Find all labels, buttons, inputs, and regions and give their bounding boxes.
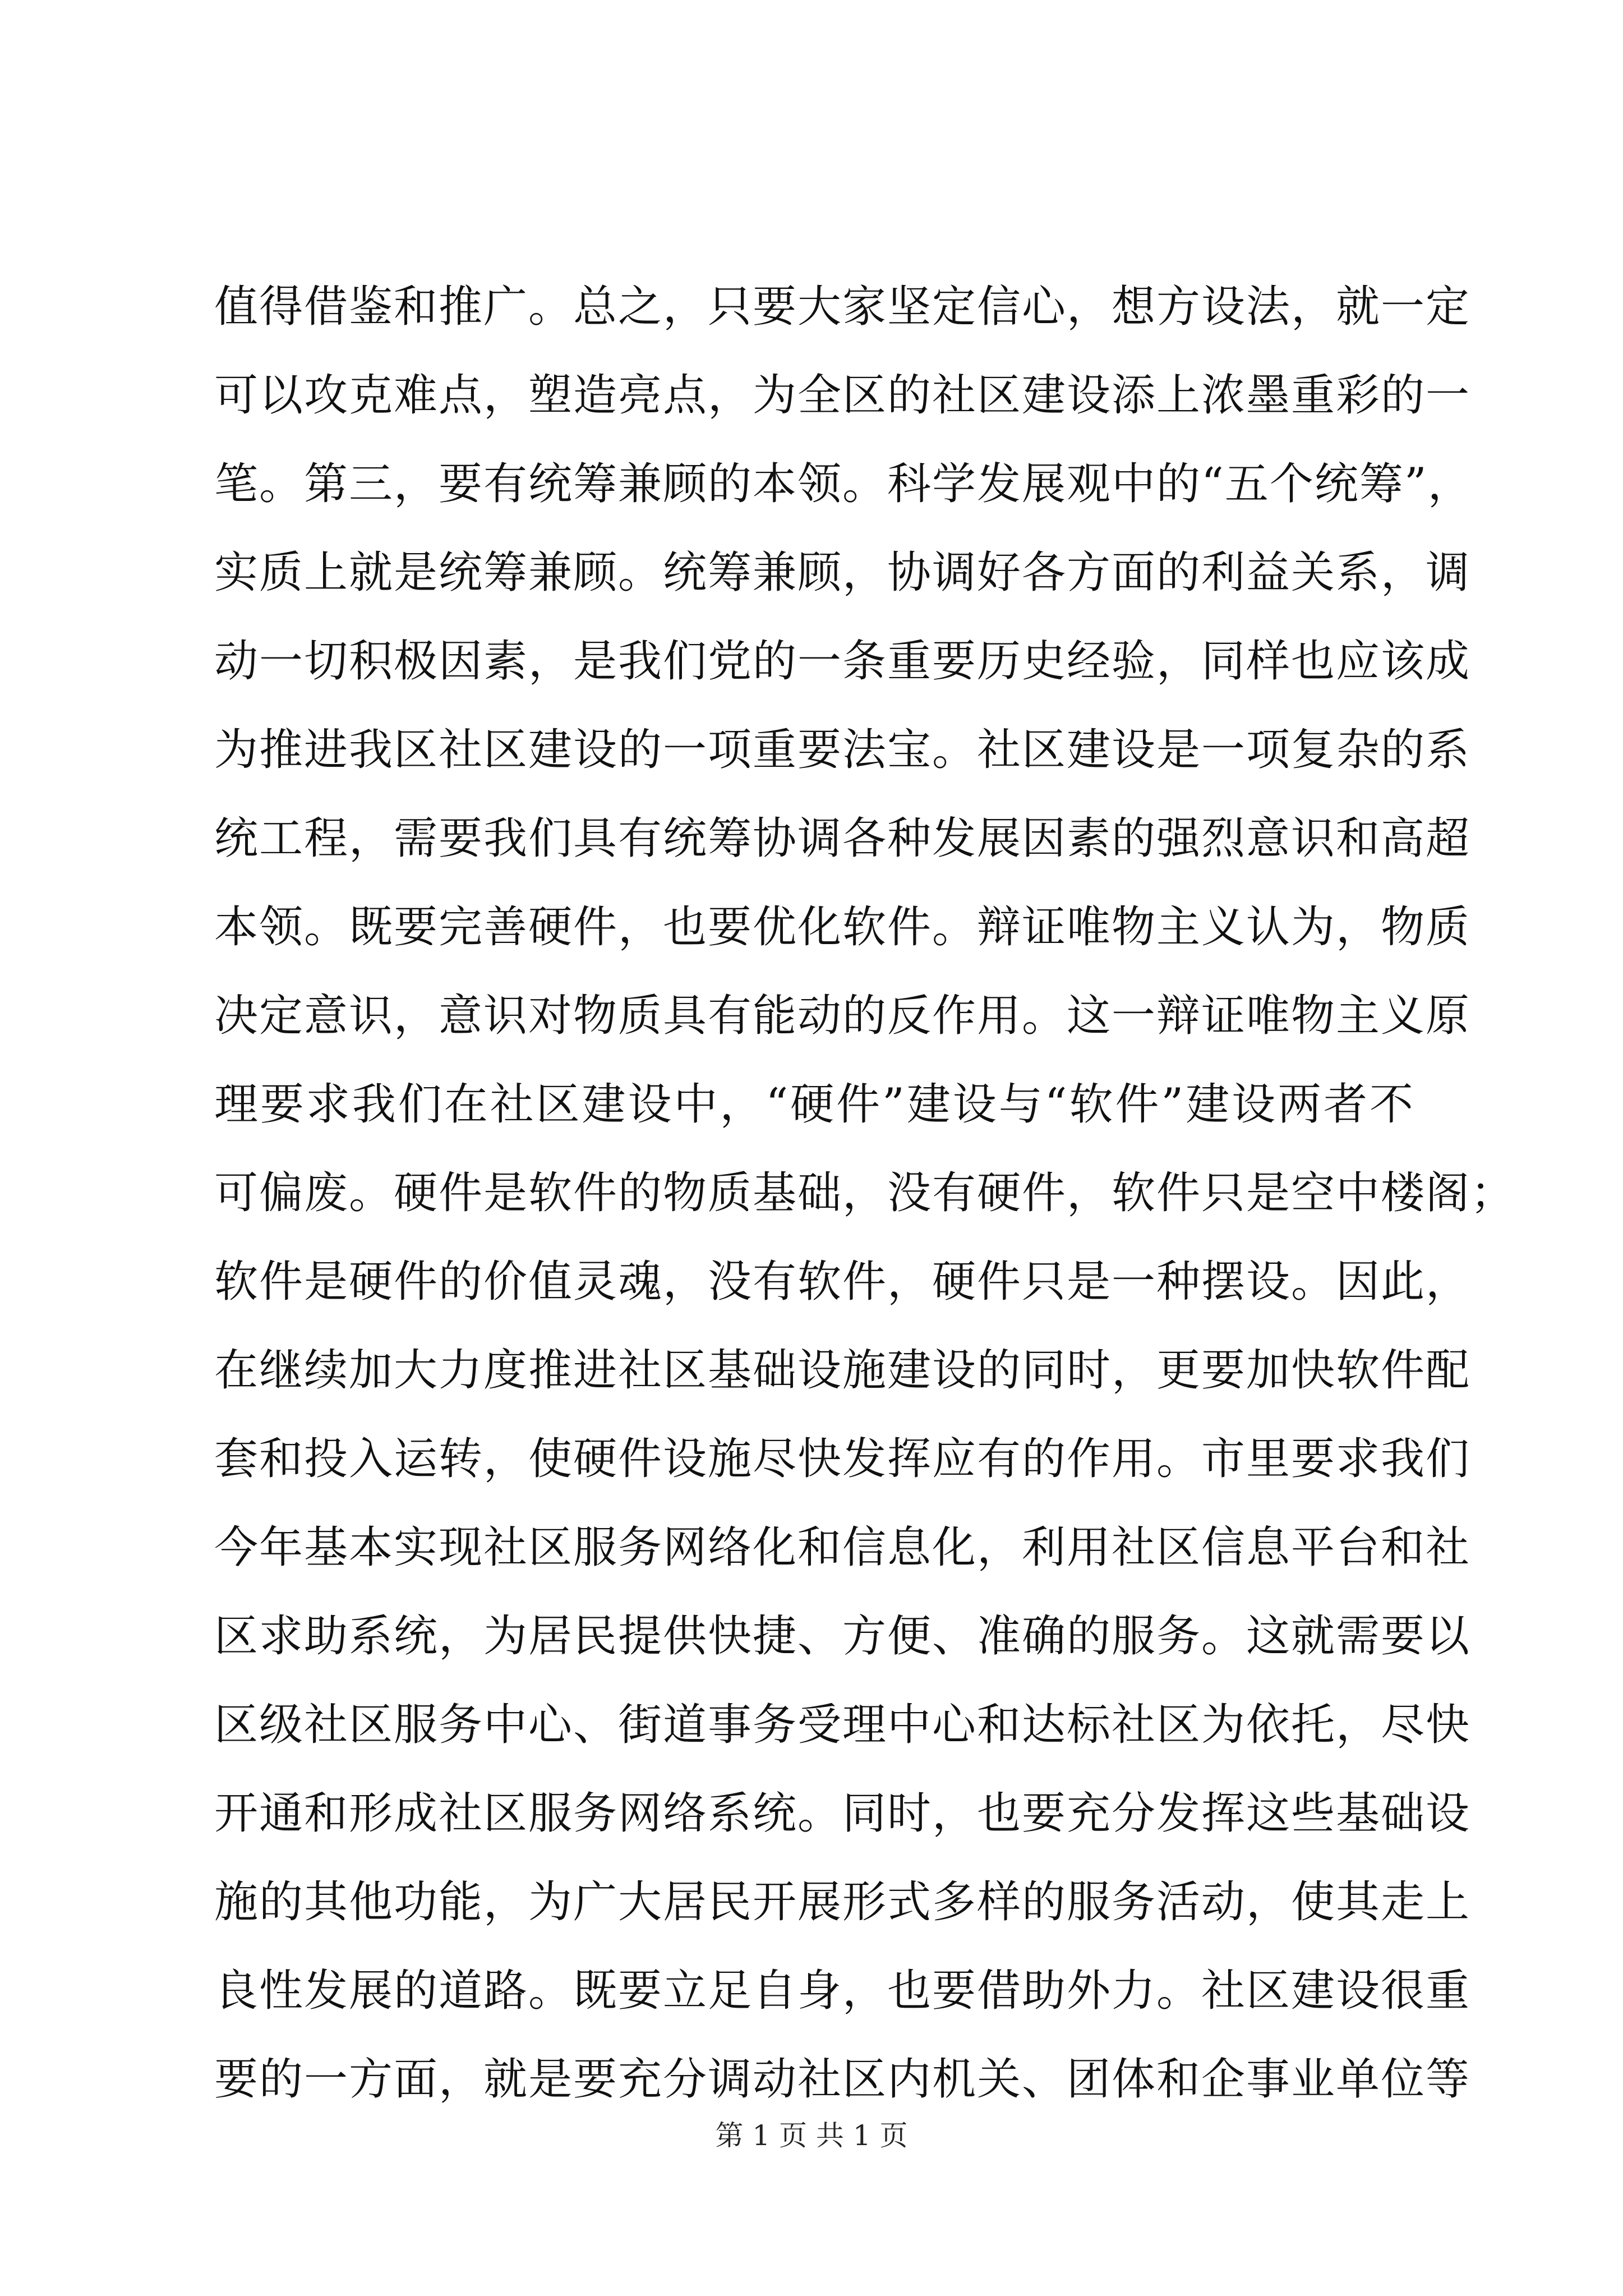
text-line: 为推进我区社区建设的一项重要法宝。社区建设是一项复杂的系	[214, 725, 1471, 775]
text-line: 良性发展的道路。既要立足自身，也要借助外力。社区建设很重	[214, 1966, 1471, 2016]
text-line: 动一切积极因素，是我们党的一条重要历史经验，同样也应该成	[214, 636, 1471, 687]
text-line: 今年基本实现社区服务网络化和信息化，利用社区信息平台和社	[214, 1522, 1471, 1573]
text-line: 可以攻克难点，塑造亮点，为全区的社区建设添上浓墨重彩的一	[214, 370, 1471, 421]
text-line: 施的其他功能，为广大居民开展形式多样的服务活动，使其走上	[214, 1877, 1471, 1927]
page-footer	[0, 2116, 1623, 2155]
page-number-label: 第 1 页 共 1 页	[715, 2119, 908, 2152]
text-line: 决定意识，意识对物质具有能动的反作用。这一辩证唯物主义原	[214, 991, 1471, 1041]
body-text	[214, 263, 1516, 2124]
text-line: 统工程，需要我们具有统筹协调各种发展因素的强烈意识和高超	[214, 813, 1471, 864]
text-line: 开通和形成社区服务网络系统。同时，也要充分发挥这些基础设	[214, 1788, 1471, 1839]
text-line: 笔。第三，要有统筹兼顾的本领。科学发展观中的“五个统筹”，	[214, 459, 1473, 509]
text-line: 在继续加大力度推进社区基础设施建设的同时，更要加快软件配	[214, 1345, 1471, 1396]
text-line: 值得借鉴和推广。总之，只要大家坚定信心，想方设法，就一定	[214, 282, 1471, 332]
text-line: 区级社区服务中心、街道事务受理中心和达标社区为依托，尽快	[214, 1700, 1471, 1750]
text-line: 实质上就是统筹兼顾。统筹兼顾，协调好各方面的利益关系，调	[214, 547, 1471, 598]
text-line: 本领。既要完善硬件，也要优化软件。辩证唯物主义认为，物质	[214, 902, 1471, 953]
text-line: 要的一方面，就是要充分调动社区内机关、团体和企事业单位等	[214, 2054, 1471, 2105]
text-line: 区求助系统，为居民提供快捷、方便、准确的服务。这就需要以	[214, 1611, 1471, 1662]
text-line: 套和投入运转，使硬件设施尽快发挥应有的作用。市里要求我们	[214, 1434, 1471, 1484]
text-line: 可偏废。硬件是软件的物质基础，没有硬件，软件只是空中楼阁；	[214, 1168, 1516, 1218]
text-line: 软件是硬件的价值灵魂，没有软件，硬件只是一种摆设。因此，	[214, 1257, 1471, 1307]
text-line: 理要求我们在社区建设中，“硬件”建设与“软件”建设两者不	[214, 1079, 1414, 1130]
